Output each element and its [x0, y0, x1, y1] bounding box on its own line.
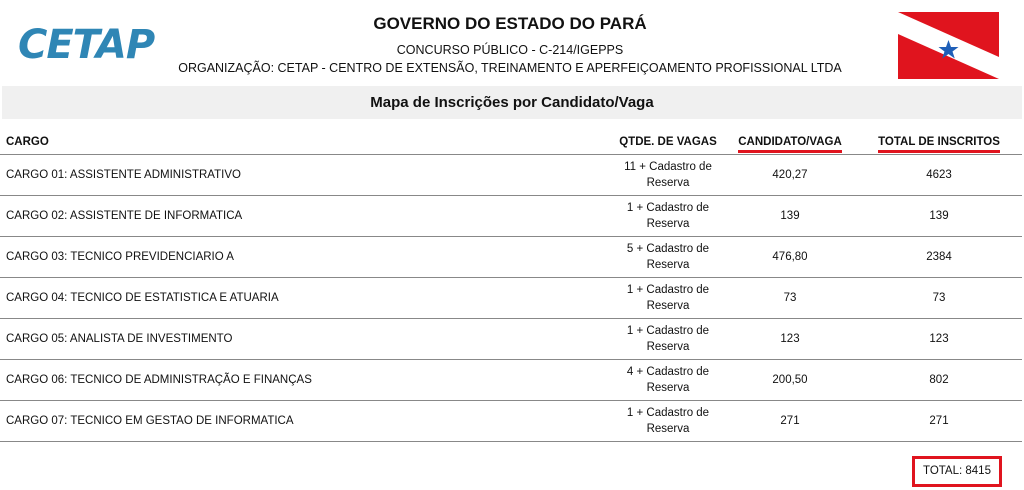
table-header-row	[0, 130, 1022, 155]
total-inscritos-cell: 802	[856, 360, 1022, 401]
table-row	[0, 196, 1022, 237]
total-inscritos-cell: 271	[856, 401, 1022, 442]
report-title: Mapa de Inscrições por Candidato/Vaga	[2, 86, 1022, 119]
concurso-line: CONCURSO PÚBLICO - C-214/IGEPPS	[396, 43, 624, 57]
col-header-cargo: CARGO	[0, 130, 612, 155]
col-header-total-inscritos	[856, 130, 1022, 155]
table-row	[0, 401, 1022, 442]
cargo-cell: CARGO 01: ASSISTENTE ADMINISTRATIVO	[0, 155, 612, 196]
total-inscritos-cell: 139	[856, 196, 1022, 237]
vagas-cell: 5 + Cadastro de Reserva	[612, 237, 724, 278]
table-row	[0, 360, 1022, 401]
government-title: GOVERNO DO ESTADO DO PARÁ	[373, 14, 647, 33]
candidato-vaga-cell: 73	[724, 278, 856, 319]
candidato-vaga-cell: 420,27	[724, 155, 856, 196]
vagas-cell: 1 + Cadastro de Reserva	[612, 278, 724, 319]
inscricoes-table	[0, 130, 1022, 442]
organizacao-line: ORGANIZAÇÃO: CETAP - CENTRO DE EXTENSÃO, TREINAMENTO E APERFEIÇOAMENTO PROFISSIONAL LTDA	[178, 61, 842, 75]
total-inscritos-summary: TOTAL: 8415	[912, 456, 1002, 487]
candidato-vaga-cell: 139	[724, 196, 856, 237]
vagas-cell: 4 + Cadastro de Reserva	[612, 360, 724, 401]
vagas-cell: 1 + Cadastro de Reserva	[612, 196, 724, 237]
cargo-cell: CARGO 02: ASSISTENTE DE INFORMATICA	[0, 196, 612, 237]
table-row	[0, 278, 1022, 319]
vagas-cell: 11 + Cadastro de Reserva	[612, 155, 724, 196]
table-row	[0, 237, 1022, 278]
para-state-flag	[898, 12, 999, 79]
document-header	[150, 14, 870, 77]
vagas-cell: 1 + Cadastro de Reserva	[612, 319, 724, 360]
total-inscritos-highlight: TOTAL DE INSCRITOS	[878, 136, 1000, 153]
table-row	[0, 319, 1022, 360]
col-header-vagas: QTDE. DE VAGAS	[612, 130, 724, 155]
cetap-logo: CETAP	[18, 22, 155, 68]
candidato-vaga-cell: 271	[724, 401, 856, 442]
candidato-vaga-cell: 476,80	[724, 237, 856, 278]
candidato-vaga-cell: 200,50	[724, 360, 856, 401]
vagas-cell: 1 + Cadastro de Reserva	[612, 401, 724, 442]
candidato-vaga-cell: 123	[724, 319, 856, 360]
col-header-candidato-vaga	[724, 130, 856, 155]
total-inscritos-cell: 4623	[856, 155, 1022, 196]
cargo-cell: CARGO 03: TECNICO PREVIDENCIARIO A	[0, 237, 612, 278]
cargo-cell: CARGO 05: ANALISTA DE INVESTIMENTO	[0, 319, 612, 360]
total-inscritos-cell: 2384	[856, 237, 1022, 278]
cargo-cell: CARGO 07: TECNICO EM GESTAO DE INFORMATICA	[0, 401, 612, 442]
total-inscritos-cell: 73	[856, 278, 1022, 319]
cargo-cell: CARGO 06: TECNICO DE ADMINISTRAÇÃO E FINANÇAS	[0, 360, 612, 401]
cargo-cell: CARGO 04: TECNICO DE ESTATISTICA E ATUARIA	[0, 278, 612, 319]
total-inscritos-cell: 123	[856, 319, 1022, 360]
candidato-vaga-highlight: CANDIDATO/VAGA	[738, 136, 842, 153]
table-row	[0, 155, 1022, 196]
